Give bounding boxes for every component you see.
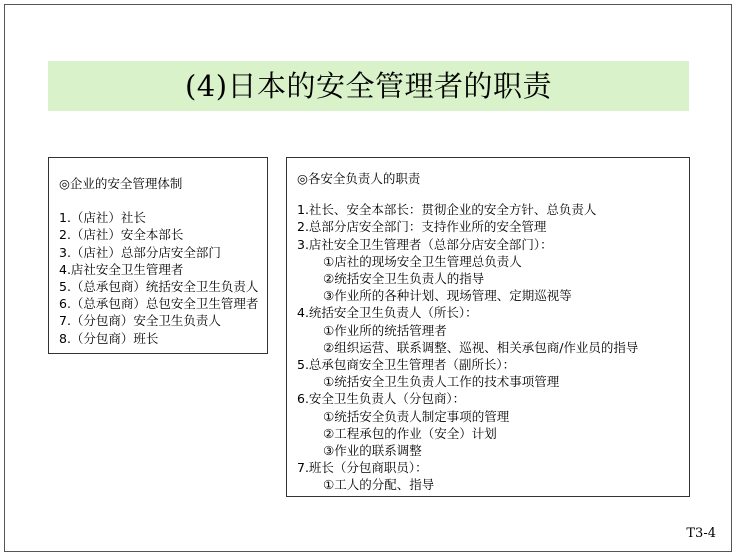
responsibilities-panel (286, 157, 690, 497)
list-item: 3.（店社）总部分店安全部门 (59, 244, 221, 260)
responsibilities-heading: ◎各安全负责人的职责 (297, 171, 421, 186)
list-item: 1.（店社）社长 (59, 210, 146, 226)
slide-title: (4)日本的安全管理者的职责 (184, 68, 553, 103)
title-bar (48, 61, 689, 111)
page-number-label: T3-4 (686, 526, 716, 541)
list-sub-item: ①店社的现场安全卫生管理总负责人 (323, 253, 522, 269)
list-item: 5.（总承包商）统括安全卫生负责人 (59, 279, 259, 295)
list-sub-item: ①工人的分配、指导 (323, 477, 435, 493)
responsibilities-list (297, 201, 689, 493)
list-item: 7.（分包商）安全卫生负责人 (59, 313, 221, 329)
list-sub-item: ②工程承包的作业（安全）计划 (323, 425, 497, 441)
management-system-heading: ◎企业的安全管理体制 (59, 176, 183, 191)
list-item: 6.安全卫生负责人（分包商）： (297, 391, 466, 407)
list-sub-item: ①统括安全负责人制定事项的管理 (323, 408, 510, 424)
list-item: 6.（总承包商）总包安全卫生管理者 (59, 296, 259, 312)
list-item: 5.总承包商安全卫生管理者（副所长）： (297, 357, 516, 373)
list-sub-item: ③作业的联系调整 (323, 443, 422, 459)
management-system-panel (48, 157, 268, 354)
list-sub-item: ②组织运营、联系调整、巡视、相关承包商/作业员的指导 (323, 339, 639, 355)
list-sub-item: ③作业所的各种计划、现场管理、定期巡视等 (323, 288, 572, 304)
list-item: 8.（分包商）班长 (59, 330, 159, 346)
management-system-list (59, 209, 267, 347)
list-item: 1.社长、安全本部长：贯彻企业的安全方针、总负责人 (297, 202, 597, 218)
list-sub-item: ①作业所的统括管理者 (323, 322, 447, 338)
list-item: 3.店社安全卫生管理者（总部分店安全部门）： (297, 236, 553, 252)
list-item: 2.总部分店安全部门：支持作业所的安全管理 (297, 219, 547, 235)
list-item: 4.店社安全卫生管理者 (59, 261, 184, 277)
list-item: 4.统括安全卫生负责人（所长）： (297, 305, 478, 321)
list-item: 2.（店社）安全本部长 (59, 227, 184, 243)
list-sub-item: ①统括安全卫生负责人工作的技术事项管理 (323, 374, 560, 390)
list-item: 7.班长（分包商职员）： (297, 460, 428, 476)
list-sub-item: ②统括安全卫生负责人的指导 (323, 271, 485, 287)
